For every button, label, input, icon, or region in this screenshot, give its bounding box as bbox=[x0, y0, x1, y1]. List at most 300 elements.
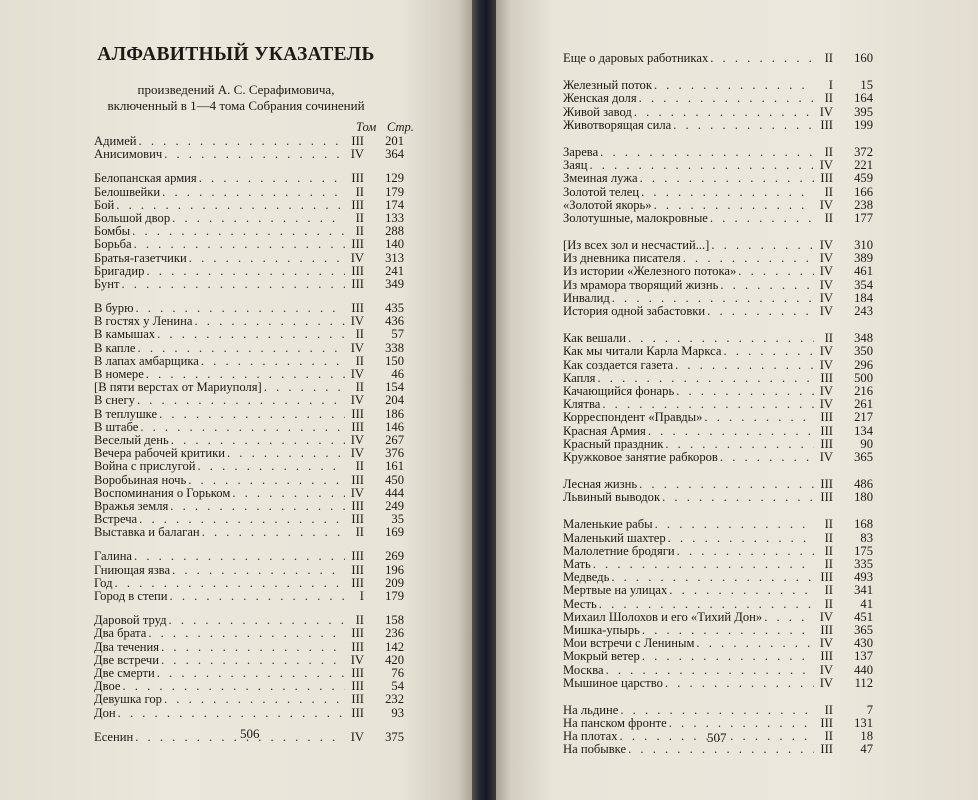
entry-title: Змеиная лужа bbox=[563, 171, 638, 186]
entry-page: 249 bbox=[385, 498, 404, 513]
index-entry bbox=[563, 199, 873, 212]
index-entry bbox=[563, 451, 873, 464]
entry-title: Золотушные, малокровные bbox=[563, 210, 708, 225]
entry-page: 131 bbox=[854, 716, 873, 731]
dot-leader bbox=[600, 146, 814, 159]
entry-page: 35 bbox=[391, 512, 404, 527]
entry-page: 186 bbox=[385, 406, 404, 421]
entry-title: Город в степи bbox=[94, 589, 168, 603]
entry-page: 348 bbox=[854, 331, 873, 346]
entry-page: 146 bbox=[385, 419, 404, 434]
entry-volume: II bbox=[824, 583, 833, 598]
entry-volume: III bbox=[820, 649, 833, 664]
entry-volume: III bbox=[820, 716, 833, 731]
dot-leader bbox=[157, 328, 345, 341]
entry-volume: IV bbox=[819, 158, 833, 173]
dot-leader bbox=[723, 345, 814, 358]
left-page bbox=[0, 0, 472, 800]
entry-page: 54 bbox=[391, 679, 404, 694]
entry-volume: IV bbox=[819, 662, 833, 677]
entry-page: 288 bbox=[385, 224, 404, 239]
dot-leader bbox=[665, 438, 814, 451]
dot-leader bbox=[138, 342, 345, 355]
entry-volume: IV bbox=[350, 147, 364, 162]
entry-title: Медведь bbox=[563, 570, 610, 585]
dot-leader bbox=[640, 172, 814, 185]
entry-title: Бомбы bbox=[94, 224, 131, 239]
entry-page: 500 bbox=[854, 370, 873, 385]
entry-volume: III bbox=[351, 679, 364, 694]
index-entry bbox=[94, 238, 404, 251]
index-entry bbox=[563, 119, 873, 132]
entry-page: 150 bbox=[385, 353, 404, 368]
index-entry bbox=[563, 425, 873, 438]
entry-page: 201 bbox=[385, 134, 404, 148]
entry-volume: II bbox=[355, 327, 364, 342]
entry-title: Еще о даровых работниках bbox=[563, 51, 709, 65]
entry-title: Большой двор bbox=[94, 210, 171, 225]
entry-title: Клятва bbox=[563, 397, 601, 412]
entry-title: Дон bbox=[94, 705, 116, 720]
entry-page: 267 bbox=[385, 432, 404, 447]
dot-leader bbox=[738, 265, 814, 278]
dot-leader bbox=[164, 148, 345, 161]
entry-title: Женская доля bbox=[563, 91, 637, 106]
entry-title: Как создается газета bbox=[563, 357, 674, 372]
entry-volume: IV bbox=[819, 197, 833, 212]
entry-page: 338 bbox=[385, 340, 404, 355]
entry-volume: III bbox=[351, 263, 364, 278]
dot-leader bbox=[172, 564, 345, 577]
entry-page: 450 bbox=[385, 472, 404, 487]
entry-page: 112 bbox=[854, 675, 873, 690]
entry-volume: IV bbox=[350, 250, 364, 265]
index-entry bbox=[94, 474, 404, 487]
entry-volume: IV bbox=[819, 397, 833, 412]
entry-page: 389 bbox=[854, 251, 873, 266]
dot-leader bbox=[696, 637, 814, 650]
dot-leader bbox=[137, 394, 345, 407]
right-index-entries bbox=[563, 52, 873, 757]
index-entry bbox=[563, 598, 873, 611]
entry-volume: IV bbox=[350, 393, 364, 408]
entry-title: Мои встречи с Лениным bbox=[563, 636, 695, 651]
book-gutter bbox=[472, 0, 496, 800]
entry-page: 179 bbox=[385, 184, 404, 199]
entry-volume: III bbox=[820, 570, 833, 585]
entry-page: 364 bbox=[385, 147, 404, 162]
entry-title: Кружковое занятие рабкоров bbox=[563, 449, 718, 464]
entry-title: В камышах bbox=[94, 327, 156, 342]
dot-leader bbox=[641, 186, 814, 199]
entry-title: Белошвейки bbox=[94, 184, 161, 199]
entry-volume: IV bbox=[350, 432, 364, 447]
dot-leader bbox=[668, 532, 814, 545]
entry-volume: IV bbox=[819, 104, 833, 119]
dot-leader bbox=[170, 500, 345, 513]
dot-leader bbox=[665, 677, 814, 690]
entry-page: 184 bbox=[854, 290, 873, 305]
entry-page: 158 bbox=[385, 613, 404, 628]
entry-volume: IV bbox=[819, 357, 833, 372]
group-spacer bbox=[563, 318, 873, 332]
index-entry bbox=[563, 212, 873, 225]
entry-title: В лапах амбарщика bbox=[94, 353, 199, 368]
entry-page: 436 bbox=[385, 314, 404, 329]
index-entry bbox=[94, 328, 404, 341]
entry-volume: I bbox=[359, 589, 364, 603]
column-header-page: Стр. bbox=[387, 120, 414, 134]
entry-page: 7 bbox=[866, 702, 873, 717]
index-subtitle-line-2: включенный в 1—4 тома Собрания сочинений bbox=[107, 98, 365, 113]
entry-volume: III bbox=[820, 436, 833, 451]
dot-leader bbox=[139, 135, 345, 148]
entry-page: 451 bbox=[854, 609, 873, 624]
dot-leader bbox=[655, 518, 814, 531]
index-entry bbox=[563, 172, 873, 185]
entry-title: Даровой труд bbox=[94, 613, 167, 628]
entry-page: 461 bbox=[854, 264, 873, 279]
entry-title: Братья-газетчики bbox=[94, 250, 187, 265]
dot-leader bbox=[669, 717, 814, 730]
index-entry bbox=[563, 650, 873, 663]
entry-volume: II bbox=[824, 51, 833, 65]
entry-volume: III bbox=[351, 692, 364, 707]
dot-leader bbox=[677, 545, 814, 558]
entry-title: В снегу bbox=[94, 393, 135, 408]
index-entry bbox=[94, 627, 404, 640]
dot-leader bbox=[593, 558, 814, 571]
dot-leader bbox=[707, 305, 814, 318]
entry-page: 375 bbox=[385, 729, 404, 744]
entry-title: Красный праздник bbox=[563, 436, 664, 451]
entry-title: Животворящая сила bbox=[563, 117, 672, 132]
dot-leader bbox=[188, 474, 345, 487]
entry-page: 57 bbox=[391, 327, 404, 342]
index-subtitle-line-1: произведений А. С. Серафимовича, bbox=[137, 82, 335, 97]
dot-leader bbox=[669, 584, 814, 597]
dot-leader bbox=[170, 590, 345, 603]
entry-page: 199 bbox=[854, 117, 873, 132]
entry-title: Качающийся фонарь bbox=[563, 383, 675, 398]
entry-title: В штабе bbox=[94, 419, 139, 434]
entry-page: 217 bbox=[854, 410, 873, 425]
entry-page: 349 bbox=[385, 276, 404, 291]
dot-leader bbox=[597, 372, 814, 385]
entry-volume: II bbox=[824, 144, 833, 159]
index-entry bbox=[563, 52, 873, 65]
entry-title: Месть bbox=[563, 596, 597, 611]
entry-title: На льдине bbox=[563, 702, 619, 717]
index-title: АЛФАВИТНЫЙ УКАЗАТЕЛЬ bbox=[97, 44, 375, 65]
entry-page: 177 bbox=[854, 210, 873, 225]
entry-page: 204 bbox=[385, 393, 404, 408]
dot-leader bbox=[634, 106, 814, 119]
entry-volume: IV bbox=[819, 383, 833, 398]
entry-title: [В пяти верстах от Мариуполя] bbox=[94, 380, 262, 395]
dot-leader bbox=[202, 526, 345, 539]
entry-title: Выставка и балаган bbox=[94, 525, 200, 540]
entry-title: Вечера рабочей критики bbox=[94, 446, 225, 461]
entry-title: Год bbox=[94, 575, 113, 590]
dot-leader bbox=[164, 693, 345, 706]
entry-page: 236 bbox=[385, 626, 404, 641]
index-entry bbox=[94, 342, 404, 355]
dot-leader bbox=[639, 478, 814, 491]
index-entry bbox=[94, 278, 404, 291]
entry-title: Бригадир bbox=[94, 263, 145, 278]
entry-title: Золотой телец bbox=[563, 184, 640, 199]
entry-volume: III bbox=[820, 742, 833, 757]
entry-volume: IV bbox=[819, 449, 833, 464]
index-entry bbox=[563, 372, 873, 385]
dot-leader bbox=[157, 667, 345, 680]
entry-volume: II bbox=[824, 596, 833, 611]
entry-volume: II bbox=[355, 613, 364, 628]
index-entry bbox=[563, 106, 873, 119]
dot-leader bbox=[676, 385, 814, 398]
dot-leader bbox=[764, 611, 814, 624]
entry-volume: II bbox=[824, 210, 833, 225]
entry-title: Борьба bbox=[94, 237, 132, 252]
dot-leader bbox=[606, 664, 814, 677]
entry-volume: II bbox=[824, 543, 833, 558]
entry-page: 310 bbox=[854, 238, 873, 253]
entry-page: 486 bbox=[854, 477, 873, 492]
dot-leader bbox=[662, 491, 814, 504]
index-entry bbox=[94, 693, 404, 706]
entry-page: 90 bbox=[860, 436, 873, 451]
index-entry bbox=[94, 172, 404, 185]
entry-title: Из истории «Железного потока» bbox=[563, 264, 737, 279]
entry-title: На плотах bbox=[563, 729, 618, 744]
entry-title: Анисимович bbox=[94, 147, 163, 162]
entry-page: 269 bbox=[385, 549, 404, 564]
entry-volume: II bbox=[824, 517, 833, 532]
entry-page: 440 bbox=[854, 662, 873, 677]
entry-volume: IV bbox=[819, 304, 833, 318]
index-entry bbox=[563, 279, 873, 292]
entry-volume: III bbox=[351, 134, 364, 148]
entry-page: 493 bbox=[854, 570, 873, 585]
dot-leader bbox=[720, 451, 814, 464]
entry-title: Бой bbox=[94, 197, 115, 212]
right-page bbox=[496, 0, 978, 800]
entry-page: 241 bbox=[385, 263, 404, 278]
entry-title: Москва bbox=[563, 662, 604, 677]
entry-volume: IV bbox=[819, 290, 833, 305]
entry-volume: II bbox=[355, 380, 364, 395]
index-entry bbox=[94, 590, 404, 603]
entry-volume: III bbox=[351, 419, 364, 434]
index-entry bbox=[563, 664, 873, 677]
dot-leader bbox=[199, 172, 345, 185]
entry-title: Девушка гор bbox=[94, 692, 162, 707]
dot-leader bbox=[189, 252, 345, 265]
entry-title: Малолетние бродяги bbox=[563, 543, 675, 558]
entry-page: 232 bbox=[385, 692, 404, 707]
entry-page: 137 bbox=[854, 649, 873, 664]
entry-page: 179 bbox=[385, 589, 404, 603]
entry-page: 47 bbox=[860, 742, 873, 757]
index-entry bbox=[563, 411, 873, 424]
entry-volume: III bbox=[820, 370, 833, 385]
dot-leader bbox=[642, 650, 814, 663]
dot-leader bbox=[264, 381, 345, 394]
entry-volume: II bbox=[355, 224, 364, 239]
entry-volume: II bbox=[355, 210, 364, 225]
group-spacer bbox=[563, 464, 873, 478]
entry-page: 166 bbox=[854, 184, 873, 199]
entry-page: 341 bbox=[854, 583, 873, 598]
index-entry bbox=[563, 305, 873, 318]
index-entry bbox=[94, 421, 404, 434]
entry-volume: IV bbox=[350, 314, 364, 329]
index-entry bbox=[563, 186, 873, 199]
entry-volume: III bbox=[820, 622, 833, 637]
entry-title: Веселый день bbox=[94, 432, 169, 447]
entry-title: На панском фронте bbox=[563, 716, 667, 731]
dot-leader bbox=[704, 411, 814, 424]
entry-title: Железный поток bbox=[563, 78, 652, 93]
entry-page: 313 bbox=[385, 250, 404, 265]
dot-leader bbox=[116, 199, 345, 212]
entry-title: Львиный выводок bbox=[563, 490, 661, 505]
entry-volume: II bbox=[824, 530, 833, 545]
entry-page: 83 bbox=[860, 530, 873, 545]
entry-page: 46 bbox=[391, 367, 404, 381]
entry-page: 180 bbox=[854, 490, 873, 505]
entry-title: Капля bbox=[563, 370, 596, 385]
entry-title: Маленький шахтер bbox=[563, 530, 666, 545]
entry-volume: III bbox=[351, 472, 364, 487]
index-entry bbox=[563, 359, 873, 372]
entry-page: 354 bbox=[854, 277, 873, 292]
dot-leader bbox=[162, 186, 345, 199]
entry-title: Мать bbox=[563, 557, 591, 571]
entry-page: 216 bbox=[854, 383, 873, 398]
entry-volume: IV bbox=[350, 729, 364, 744]
entry-page: 175 bbox=[854, 543, 873, 558]
entry-title: В капле bbox=[94, 340, 136, 355]
entry-volume: IV bbox=[819, 344, 833, 359]
entry-page: 169 bbox=[385, 525, 404, 540]
index-entry bbox=[94, 460, 404, 473]
dot-leader bbox=[639, 92, 814, 105]
group-spacer bbox=[563, 504, 873, 518]
entry-title: Живой завод bbox=[563, 104, 632, 119]
entry-volume: III bbox=[351, 498, 364, 513]
entry-title: Из мрамора творящий жизнь bbox=[563, 277, 719, 292]
entry-title: Есенин bbox=[94, 729, 134, 744]
entry-volume: I bbox=[828, 78, 833, 93]
dot-leader bbox=[675, 359, 814, 372]
entry-volume: II bbox=[824, 729, 833, 744]
entry-volume: III bbox=[351, 406, 364, 421]
entry-title: Два брата bbox=[94, 626, 147, 641]
entry-volume: IV bbox=[350, 652, 364, 667]
dot-leader bbox=[654, 79, 814, 92]
entry-volume: III bbox=[351, 575, 364, 590]
index-entry bbox=[94, 487, 404, 500]
entry-page: 296 bbox=[854, 357, 873, 372]
entry-title: Корреспондент «Правды» bbox=[563, 410, 703, 425]
entry-title: Маленькие рабы bbox=[563, 517, 653, 532]
index-entry bbox=[94, 654, 404, 667]
entry-title: Зарева bbox=[563, 144, 599, 159]
entry-title: Лесная жизнь bbox=[563, 477, 638, 492]
entry-page: 133 bbox=[385, 210, 404, 225]
dot-leader bbox=[599, 598, 814, 611]
index-entry bbox=[563, 265, 873, 278]
entry-volume: II bbox=[824, 184, 833, 199]
entry-volume: IV bbox=[819, 636, 833, 651]
entry-title: Красная Армия bbox=[563, 423, 646, 438]
entry-page: 174 bbox=[385, 197, 404, 212]
index-entry bbox=[94, 252, 404, 265]
entry-volume: II bbox=[824, 91, 833, 106]
index-entry bbox=[94, 199, 404, 212]
index-entry bbox=[94, 526, 404, 539]
entry-volume: IV bbox=[819, 251, 833, 266]
entry-title: Бунт bbox=[94, 276, 120, 291]
entry-page: 164 bbox=[854, 91, 873, 106]
entry-volume: III bbox=[351, 705, 364, 720]
dot-leader bbox=[198, 460, 346, 473]
index-entry bbox=[94, 148, 404, 161]
entry-page: 238 bbox=[854, 197, 873, 212]
entry-title: «Золотой якорь» bbox=[563, 197, 652, 212]
index-entry bbox=[563, 532, 873, 545]
dot-leader bbox=[148, 627, 345, 640]
entry-page: 350 bbox=[854, 344, 873, 359]
entry-page: 18 bbox=[860, 729, 873, 744]
entry-page: 196 bbox=[385, 562, 404, 577]
entry-page: 15 bbox=[860, 78, 873, 93]
entry-title: Война с прислугой bbox=[94, 459, 196, 474]
group-spacer bbox=[563, 132, 873, 146]
entry-page: 93 bbox=[391, 705, 404, 720]
dot-leader bbox=[201, 355, 345, 368]
entry-page: 372 bbox=[854, 144, 873, 159]
entry-title: На побывке bbox=[563, 742, 627, 757]
entry-volume: II bbox=[355, 459, 364, 474]
entry-title: [Из всех зол и несчастий...] bbox=[563, 238, 710, 253]
entry-page: 444 bbox=[385, 485, 404, 500]
entry-volume: III bbox=[351, 197, 364, 212]
page-number-left: 506 bbox=[240, 726, 260, 741]
entry-page: 221 bbox=[854, 158, 873, 173]
column-header-volume: Том bbox=[356, 120, 377, 134]
entry-volume: II bbox=[824, 702, 833, 717]
entry-page: 365 bbox=[854, 622, 873, 637]
dot-leader bbox=[134, 238, 345, 251]
entry-volume: III bbox=[820, 117, 833, 132]
index-entry bbox=[563, 438, 873, 451]
entry-title: В номере bbox=[94, 367, 144, 381]
entry-title: Мокрый ветер bbox=[563, 649, 640, 664]
dot-leader bbox=[710, 212, 814, 225]
entry-title: Адимей bbox=[94, 134, 137, 148]
dot-leader bbox=[146, 265, 345, 278]
dot-leader bbox=[711, 239, 814, 252]
entry-title: Галина bbox=[94, 549, 133, 564]
index-entry bbox=[94, 265, 404, 278]
entry-volume: III bbox=[351, 171, 364, 186]
dot-leader bbox=[121, 278, 345, 291]
index-entry bbox=[94, 550, 404, 563]
dot-leader bbox=[720, 279, 814, 292]
